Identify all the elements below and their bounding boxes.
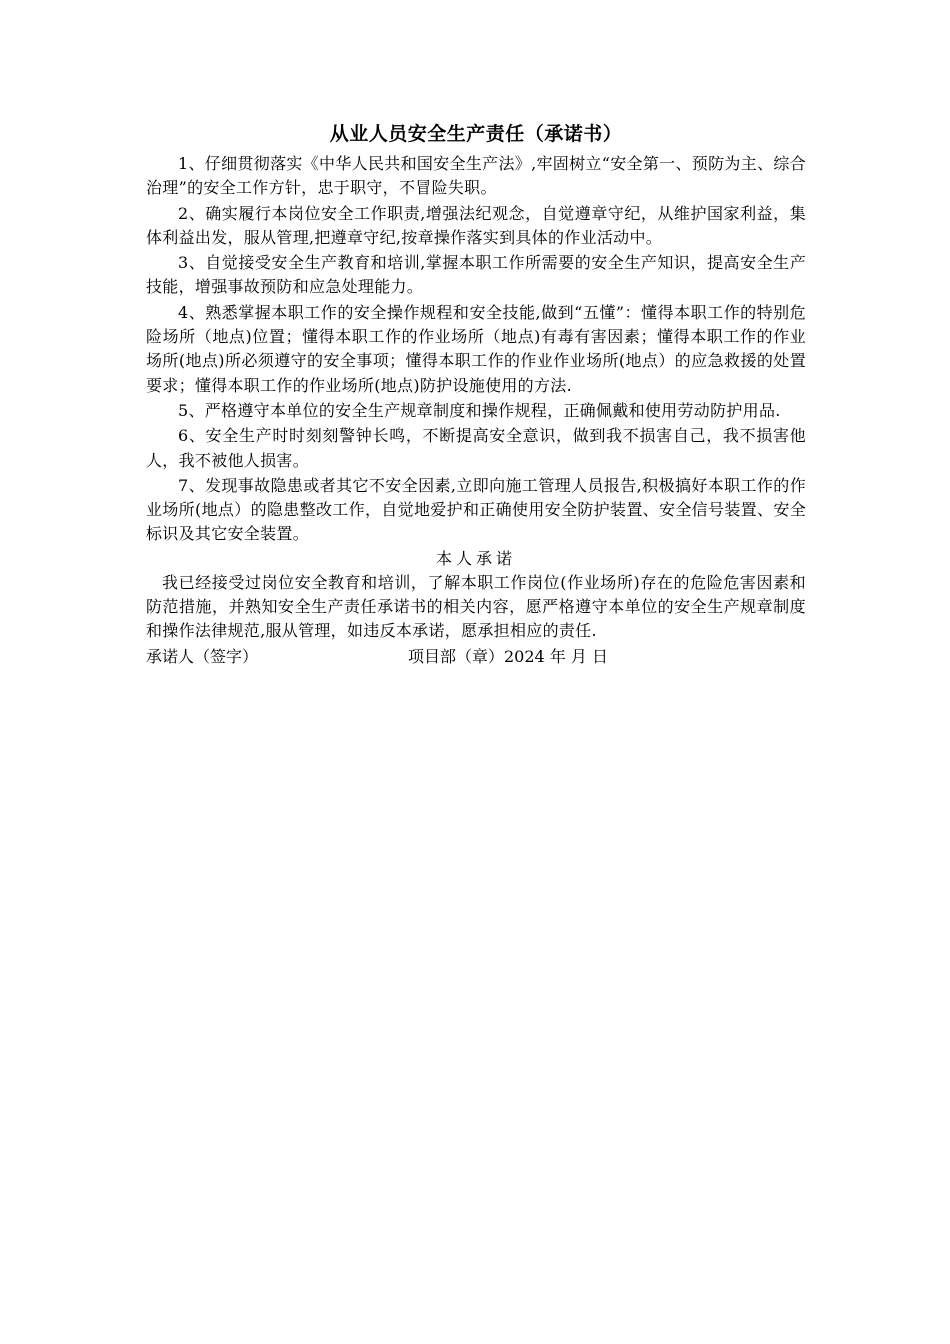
- pledge-heading: 本人承诺: [435, 548, 516, 568]
- commitment-item-4: 4、熟悉掌握本职工作的安全操作规程和安全技能,做到“五懂”：懂得本职工作的特别危险场所（地点)位置；懂得本职工作的作业场所（地点)有毒有害因素；懂得本职工作的作业场所(地点)所必须遵守的安全事项；懂得本职工作的作业作业场所(地点）的应急救援的处置要求；懂得本职工作的作业场所(地点)防护设施使用的方法.: [146, 302, 806, 395]
- commitment-item-6: 6、安全生产时时刻刻警钟长鸣，不断提高安全意识，做到我不损害自己，我不损害他人，我不被他人损害。: [146, 426, 806, 470]
- commitment-item-7: 7、发现事故隐患或者其它不安全因素,立即向施工管理人员报告,积极搞好本职工作的作业场所(地点）的隐患整改工作，自觉地爱护和正确使用安全防护装置、安全信号装置、安全标识及其它安全装置。: [146, 475, 806, 544]
- signer-label: 承诺人（签字）: [146, 646, 259, 666]
- signature-row: [146, 645, 806, 669]
- commitment-item-2: 2、确实履行本岗位安全工作职责,增强法纪观念，自觉遵章守纪，从维护国家利益，集体利益出发，服从管理,把遵章守纪,按章操作落实到具体的作业活动中。: [146, 203, 806, 247]
- commitment-item-1: 1、仔细贯彻落实《中华人民共和国安全生产法》,牢固树立“安全第一、预防为主、综合治理”的安全工作方针，忠于职守，不冒险失职。: [146, 154, 806, 198]
- pledge-text: 我已经接受过岗位安全教育和培训，了解本职工作岗位(作业场所)存在的危险危害因素和防范措施，并熟知安全生产责任承诺书的相关内容，愿严格遵守本单位的安全生产规章制度和操作法律规范,服从管理，如违反本承诺，愿承担相应的责任.: [146, 572, 806, 641]
- document-page: [146, 116, 806, 669]
- project-date-label: 项目部（章）2024 年 月 日: [408, 646, 608, 666]
- commitment-item-3: 3、自觉接受安全生产教育和培训,掌握本职工作所需要的安全生产知识，提高安全生产技能，增强事故预防和应急处理能力。: [146, 253, 806, 297]
- commitment-item-5: 5、严格遵守本单位的安全生产规章制度和操作规程，正确佩戴和使用劳动防护用品.: [178, 400, 781, 420]
- document-title: 从业人员安全生产责任（承诺书）: [329, 123, 623, 145]
